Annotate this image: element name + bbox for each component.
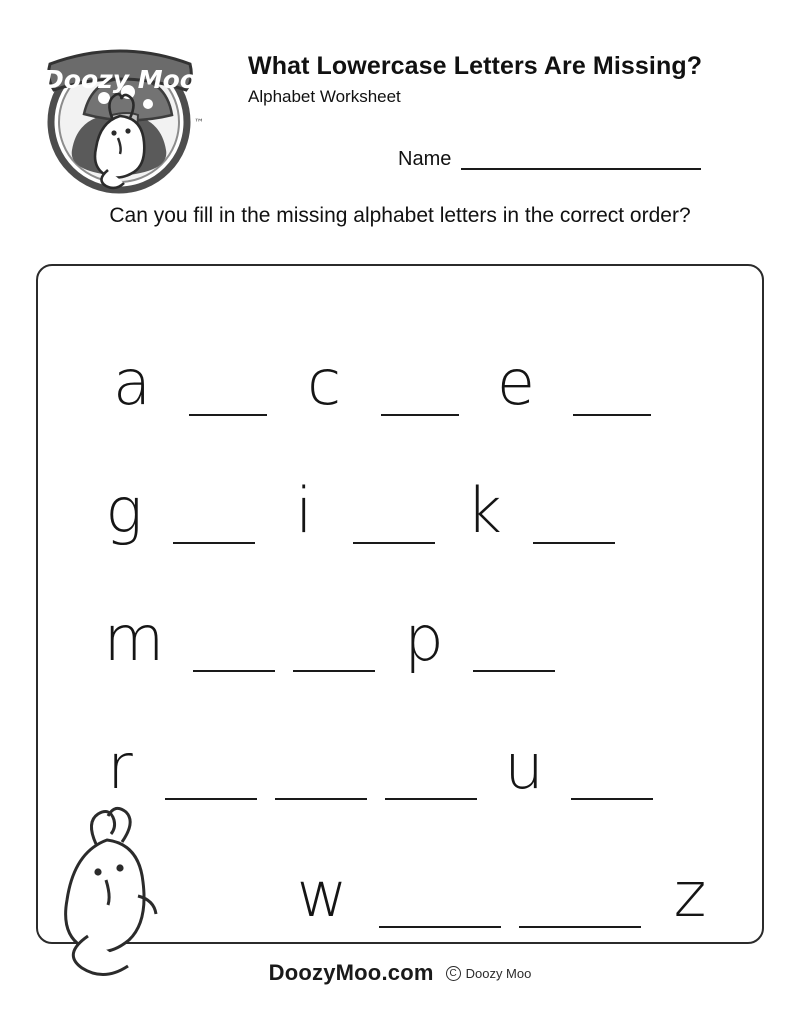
blank-write-line[interactable] xyxy=(165,782,257,800)
page-header xyxy=(0,0,800,200)
letter-glyph: k xyxy=(466,474,502,547)
blank-write-line[interactable] xyxy=(519,910,641,928)
blank-write-line[interactable] xyxy=(573,398,651,416)
letter-given xyxy=(264,474,344,547)
blank-write-line[interactable] xyxy=(381,398,459,416)
blank-write-line[interactable] xyxy=(353,526,435,544)
letter-glyph: w xyxy=(296,858,348,931)
blank-write-line[interactable] xyxy=(473,654,555,672)
letter-blank[interactable] xyxy=(180,398,276,416)
letter-given xyxy=(84,346,180,419)
name-field-row xyxy=(398,148,701,170)
page-subtitle: Alphabet Worksheet xyxy=(248,87,401,106)
letter-given xyxy=(84,730,156,803)
letter-given xyxy=(276,346,372,419)
letter-blank[interactable] xyxy=(562,782,662,800)
blank-write-line[interactable] xyxy=(379,910,501,928)
letter-blank[interactable] xyxy=(184,654,284,672)
instruction-text: Can you fill in the missing alphabet letters in the correct order? xyxy=(109,204,691,227)
letter-blank[interactable] xyxy=(164,526,264,544)
doozy-moo-mascot-illustration xyxy=(52,800,192,985)
blank-write-line[interactable] xyxy=(189,398,267,416)
blank-write-line[interactable] xyxy=(293,654,375,672)
letter-blank[interactable] xyxy=(510,910,650,928)
name-label: Name xyxy=(398,148,452,170)
copyright-notice xyxy=(446,966,532,981)
letter-given xyxy=(84,602,184,675)
worksheet-row xyxy=(38,672,766,803)
worksheet-row xyxy=(38,416,766,547)
title-block xyxy=(248,52,768,107)
letter-blank[interactable] xyxy=(564,398,660,416)
letter-given xyxy=(486,730,562,803)
letter-glyph: e xyxy=(496,346,536,419)
blank-write-line[interactable] xyxy=(571,782,653,800)
worksheet-row xyxy=(38,544,766,675)
blank-write-line[interactable] xyxy=(385,782,477,800)
letter-given xyxy=(444,474,524,547)
doozy-moo-logo xyxy=(32,30,207,195)
letter-given xyxy=(84,474,164,547)
letter-glyph: r xyxy=(107,730,133,803)
letter-given xyxy=(468,346,564,419)
letter-blank[interactable] xyxy=(370,910,510,928)
logo-text: Doozy Moo xyxy=(43,65,197,94)
name-input-line[interactable] xyxy=(461,150,701,170)
trademark-symbol: ™ xyxy=(194,118,204,129)
letter-blank[interactable] xyxy=(344,526,444,544)
letter-glyph: m xyxy=(103,602,165,675)
blank-write-line[interactable] xyxy=(275,782,367,800)
blank-write-line[interactable] xyxy=(193,654,275,672)
website-name: DoozyMoo.com xyxy=(268,960,434,985)
letter-glyph: g xyxy=(105,474,143,547)
letter-given xyxy=(274,858,370,931)
copyright-icon: C xyxy=(446,966,461,981)
letter-blank[interactable] xyxy=(156,782,266,800)
letter-given xyxy=(384,602,464,675)
letter-blank[interactable] xyxy=(266,782,376,800)
page-footer xyxy=(0,960,800,986)
letter-glyph: a xyxy=(113,346,151,419)
letter-glyph: p xyxy=(404,602,444,675)
letter-glyph: z xyxy=(673,858,707,931)
letter-blank[interactable] xyxy=(284,654,384,672)
page-title: What Lowercase Letters Are Missing? xyxy=(248,52,703,80)
copyright-owner: Doozy Moo xyxy=(465,965,532,981)
blank-write-line[interactable] xyxy=(533,526,615,544)
blank-write-line[interactable] xyxy=(173,526,255,544)
letter-blank[interactable] xyxy=(372,398,468,416)
letter-glyph: i xyxy=(295,474,313,547)
letter-blank[interactable] xyxy=(464,654,564,672)
letter-glyph: u xyxy=(504,730,544,803)
letter-glyph: c xyxy=(306,346,342,419)
worksheet-row xyxy=(38,288,766,419)
letter-blank[interactable] xyxy=(376,782,486,800)
letter-given xyxy=(650,858,730,931)
letter-blank[interactable] xyxy=(524,526,624,544)
